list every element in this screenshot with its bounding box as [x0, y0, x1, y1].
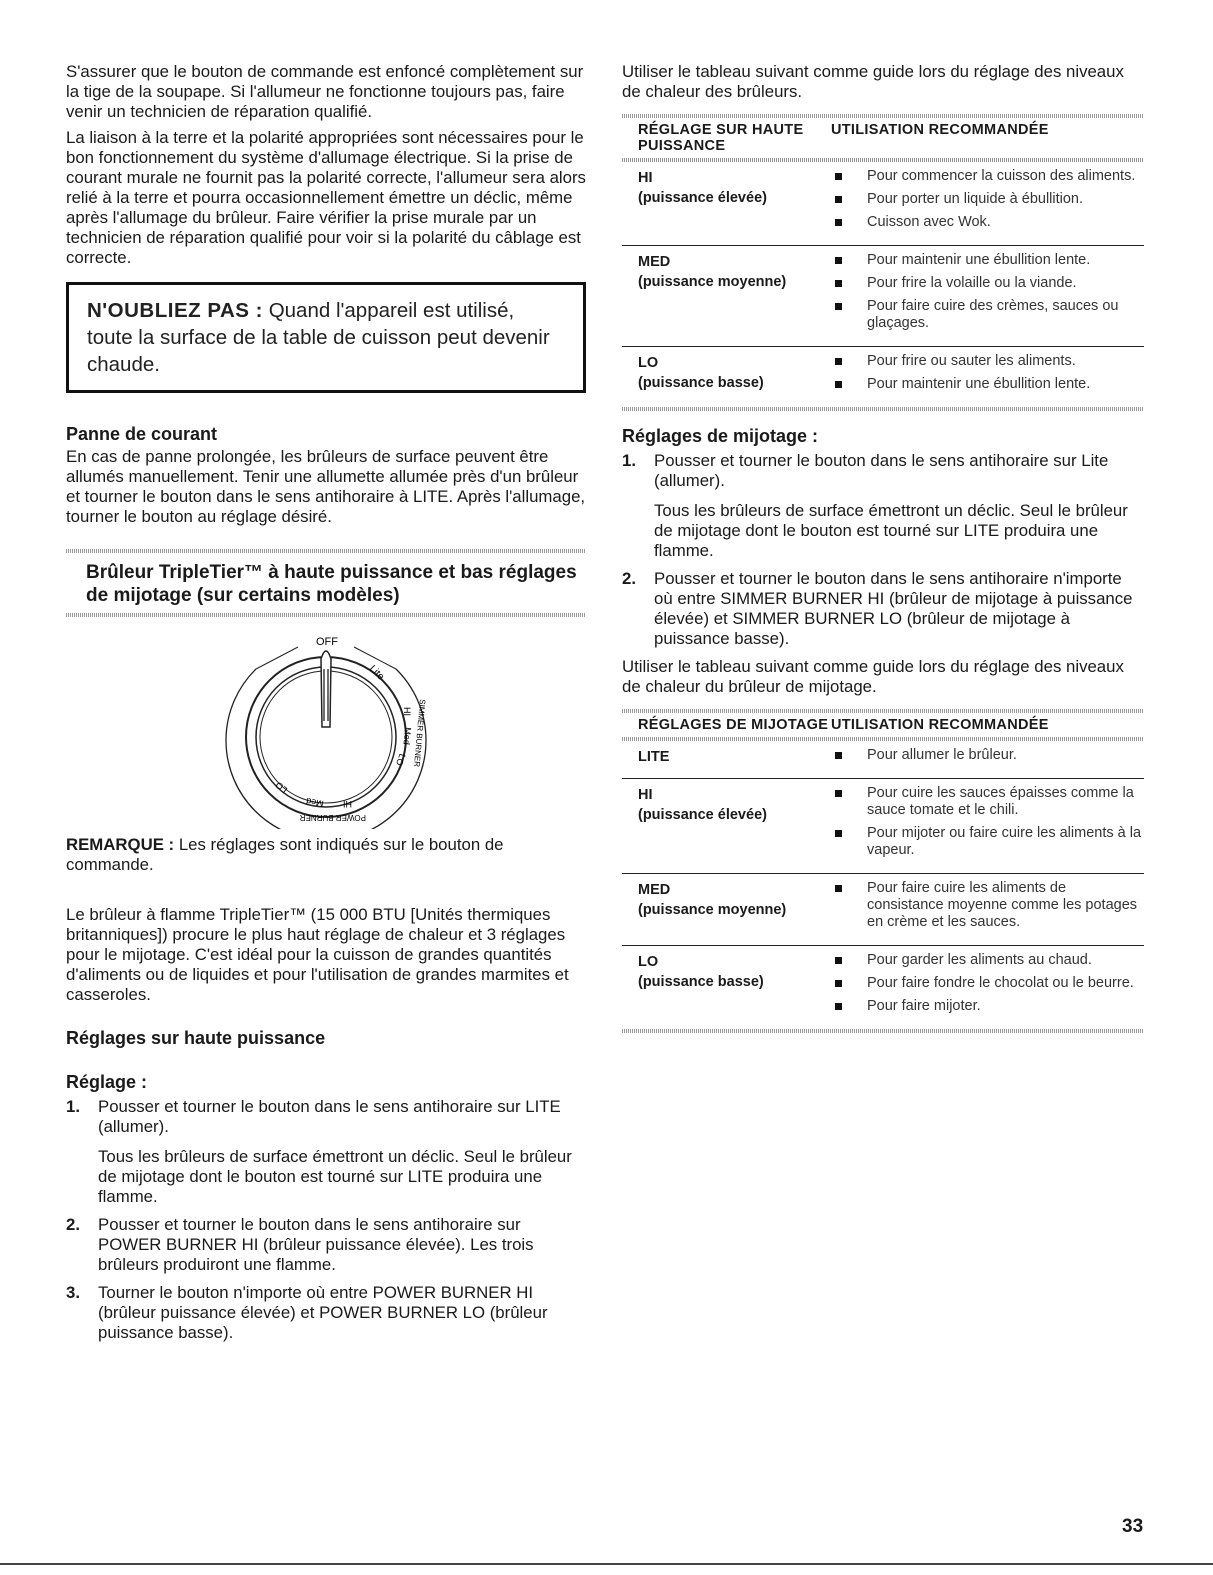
row-setting-sub: (puissance moyenne) — [638, 274, 787, 290]
table-row — [622, 945, 1144, 1029]
dial-off-label: OFF — [316, 636, 338, 648]
knob-illustration — [66, 629, 586, 829]
reminder-callout — [66, 282, 586, 393]
dial-bottom-med-label: Med — [305, 795, 325, 809]
table-row — [622, 245, 1144, 346]
list-item — [66, 1283, 586, 1343]
usage-item: Pour faire mijoter. — [831, 998, 1144, 1015]
row-usage — [831, 747, 1144, 770]
usage-item: Pour maintenir une ébullition lente. — [831, 252, 1144, 269]
table-rule — [622, 737, 1144, 741]
table-row — [622, 778, 1144, 873]
header-usage: UTILISATION RECOMMANDÉE — [831, 122, 1049, 138]
header-setting: RÉGLAGES DE MIJOTAGE — [638, 717, 829, 733]
dial-med-label: Med — [401, 726, 413, 746]
usage-item: Pour cuire les sauces épaisses comme la sauce tomate et le chili. — [831, 785, 1144, 819]
row-label — [638, 353, 831, 399]
high-power-steps — [66, 1097, 586, 1343]
row-setting-sub: (puissance basse) — [638, 974, 764, 990]
control-knob-diagram — [66, 629, 586, 829]
row-setting: MED — [638, 254, 671, 270]
step-extra: Tous les brûleurs de surface émettront un déclic. Seul le brûleur de mijotage dont le bouton est tourné sur LITE produira une flamme. — [654, 501, 1128, 560]
feature-rule-bottom — [66, 613, 586, 617]
usage-item: Cuisson avec Wok. — [831, 214, 1144, 231]
reminder-lead: N'OUBLIEZ PAS : — [87, 299, 263, 322]
step-number: 2. — [622, 569, 636, 588]
simmer-heading: Réglages de mijotage : — [622, 426, 819, 446]
left-column — [66, 62, 586, 1351]
table-rule — [622, 709, 1144, 713]
tripletier-paragraph: Le brûleur à flamme TripleTier™ (15 000 BTU [Unités thermiques britanniques]) procure le plus haut réglage de chaleur et 3 réglages pour le mijotage. C'est idéal pour la cuisson de grandes quantités d'aliments ou de liquides et pour l'utilisation de grandes marmites et casseroles. — [66, 905, 569, 1004]
usage-item: Pour mijoter ou faire cuire les aliments à la vapeur. — [831, 825, 1144, 859]
note-paragraph — [66, 835, 586, 875]
row-setting: LITE — [638, 749, 670, 765]
step-text: Pousser et tourner le bouton dans le sens antihoraire sur POWER BURNER HI (brûleur puissance élevée). Les trois brûleurs produiront une flamme. — [98, 1215, 534, 1274]
header-usage: UTILISATION RECOMMANDÉE — [831, 717, 1049, 733]
usage-item: Pour commencer la cuisson des aliments. — [831, 168, 1144, 185]
usage-item: Pour faire cuire les aliments de consistance moyenne comme les potages en crème et les sauces. — [831, 880, 1144, 931]
dial-lite-label: Lite — [366, 663, 387, 683]
note-text: Les réglages sont indiqués sur le bouton de commande. — [66, 835, 504, 874]
reminder-text: Quand l'appareil est utilisé, toute la surface de la table de cuisson peut devenir chaude. — [87, 299, 550, 376]
step-text: Pousser et tourner le bouton dans le sens antihoraire n'importe où entre SIMMER BURNER HI (brûleur de mijotage à puissance élevée) et SIMMER BURNER LO (brûleur de mijotage à puissance basse). — [654, 569, 1133, 648]
table-header — [622, 713, 1144, 737]
row-usage — [831, 880, 1144, 937]
usage-item: Pour frire ou sauter les aliments. — [831, 353, 1144, 370]
dial-power-burner-label: POWER BURNER — [299, 813, 366, 822]
row-setting-sub: (puissance élevée) — [638, 807, 767, 823]
paragraph-knob-check: S'assurer que le bouton de commande est enfoncé complètement sur la tige de la soupape. Si l'allumeur ne fonctionne toujours pas, faire venir un technicien de réparation qualifié. — [66, 62, 584, 121]
step-number: 2. — [66, 1215, 80, 1234]
table-row — [622, 162, 1144, 245]
step-text: Pousser et tourner le bouton dans le sens antihoraire sur LITE (allumer). — [98, 1097, 561, 1136]
row-label — [638, 252, 831, 338]
row-usage — [831, 353, 1144, 399]
dial-lo-label: LO — [394, 752, 408, 768]
high-power-table — [622, 114, 1144, 411]
row-setting-sub: (puissance élevée) — [638, 190, 767, 206]
row-label — [638, 747, 831, 770]
list-item — [622, 451, 1144, 561]
row-setting: LO — [638, 954, 659, 970]
row-setting-sub: (puissance basse) — [638, 375, 764, 391]
step-number: 1. — [66, 1097, 80, 1116]
usage-item: Pour allumer le brûleur. — [831, 747, 1144, 764]
usage-item: Pour porter un liquide à ébullition. — [831, 191, 1144, 208]
feature-heading: Brûleur TripleTier™ à haute puissance et bas réglages de mijotage (sur certains modèles) — [86, 562, 577, 606]
row-setting: HI — [638, 787, 653, 803]
row-usage — [831, 785, 1144, 865]
step-extra: Tous les brûleurs de surface émettront un déclic. Seul le brûleur de mijotage dont le bouton est tourné sur LITE produira une flamme. — [98, 1147, 572, 1206]
intro-simmer-table: Utiliser le tableau suivant comme guide lors du réglage des niveaux de chaleur du brûleur de mijotage. — [622, 657, 1124, 696]
step-number: 1. — [622, 451, 636, 470]
setting-heading: Réglage : — [66, 1072, 148, 1092]
usage-item: Pour garder les aliments au chaud. — [831, 952, 1144, 969]
table-row — [622, 741, 1144, 778]
simmer-steps — [622, 451, 1144, 649]
row-usage — [831, 952, 1144, 1021]
table-row — [622, 873, 1144, 945]
row-label — [638, 880, 831, 937]
list-item — [66, 1215, 586, 1275]
list-item — [66, 1097, 586, 1207]
dial-bottom-hi-label: HI — [343, 799, 352, 809]
table-rule — [622, 158, 1144, 162]
dial-bottom-lo-label: LO — [273, 779, 290, 796]
table-rule — [622, 1029, 1144, 1033]
table-rule — [622, 114, 1144, 118]
table-row — [622, 346, 1144, 407]
dial-simmer-burner-label: SIMMER BURNER — [412, 698, 427, 768]
feature-rule-top — [66, 549, 586, 553]
usage-item: Pour faire cuire des crèmes, sauces ou glaçages. — [831, 298, 1144, 332]
row-setting-sub: (puissance moyenne) — [638, 902, 787, 918]
simmer-table — [622, 709, 1144, 1033]
dial-hi-label: HI — [402, 707, 412, 716]
table-rule — [622, 407, 1144, 411]
outage-heading: Panne de courant — [66, 424, 218, 444]
page-number: 33 — [1122, 1516, 1144, 1537]
note-label: REMARQUE : — [66, 835, 175, 854]
usage-item: Pour maintenir une ébullition lente. — [831, 376, 1144, 393]
bottom-rule — [0, 1563, 1213, 1565]
row-label — [638, 168, 831, 237]
step-text: Tourner le bouton n'importe où entre POWER BURNER HI (brûleur puissance élevée) et POWER BURNER LO (brûleur puissance basse). — [98, 1283, 548, 1342]
usage-item: Pour frire la volaille ou la viande. — [831, 275, 1144, 292]
usage-item: Pour faire fondre le chocolat ou le beurre. — [831, 975, 1144, 992]
row-usage — [831, 252, 1144, 338]
paragraph-grounding: La liaison à la terre et la polarité appropriées sont nécessaires pour le bon fonctionnement du système d'allumage électrique. Si la prise de courant murale ne fournit pas la polarité correcte, l'allumeur sera alors relié à la terre et pourra occasionnellement émettre un déclic, même après l'allumage du brûleur. Faire vérifier la prise murale par un technicien de réparation qualifié pour voir si la polarité du câblage est correcte. — [66, 128, 586, 267]
right-column — [622, 62, 1144, 1033]
list-item — [622, 569, 1144, 649]
outage-paragraph: En cas de panne prolongée, les brûleurs de surface peuvent être allumés manuellement. Tenir une allumette allumée près d'un brûleur et tourner le bouton dans le sens antihoraire à LITE. Après l'allumage, tourner le bouton au réglage désiré. — [66, 447, 586, 526]
step-text: Pousser et tourner le bouton dans le sens antihoraire sur Lite (allumer). — [654, 451, 1109, 490]
header-setting: RÉGLAGE SUR HAUTE PUISSANCE — [638, 122, 804, 154]
row-setting: MED — [638, 882, 671, 898]
row-setting: LO — [638, 355, 659, 371]
row-setting: HI — [638, 170, 653, 186]
row-usage — [831, 168, 1144, 237]
step-number: 3. — [66, 1283, 80, 1302]
row-label — [638, 785, 831, 865]
table-header — [622, 118, 1144, 158]
row-label — [638, 952, 831, 1021]
high-power-heading: Réglages sur haute puissance — [66, 1028, 326, 1048]
intro-high-table: Utiliser le tableau suivant comme guide lors du réglage des niveaux de chaleur des brûleurs. — [622, 62, 1124, 101]
